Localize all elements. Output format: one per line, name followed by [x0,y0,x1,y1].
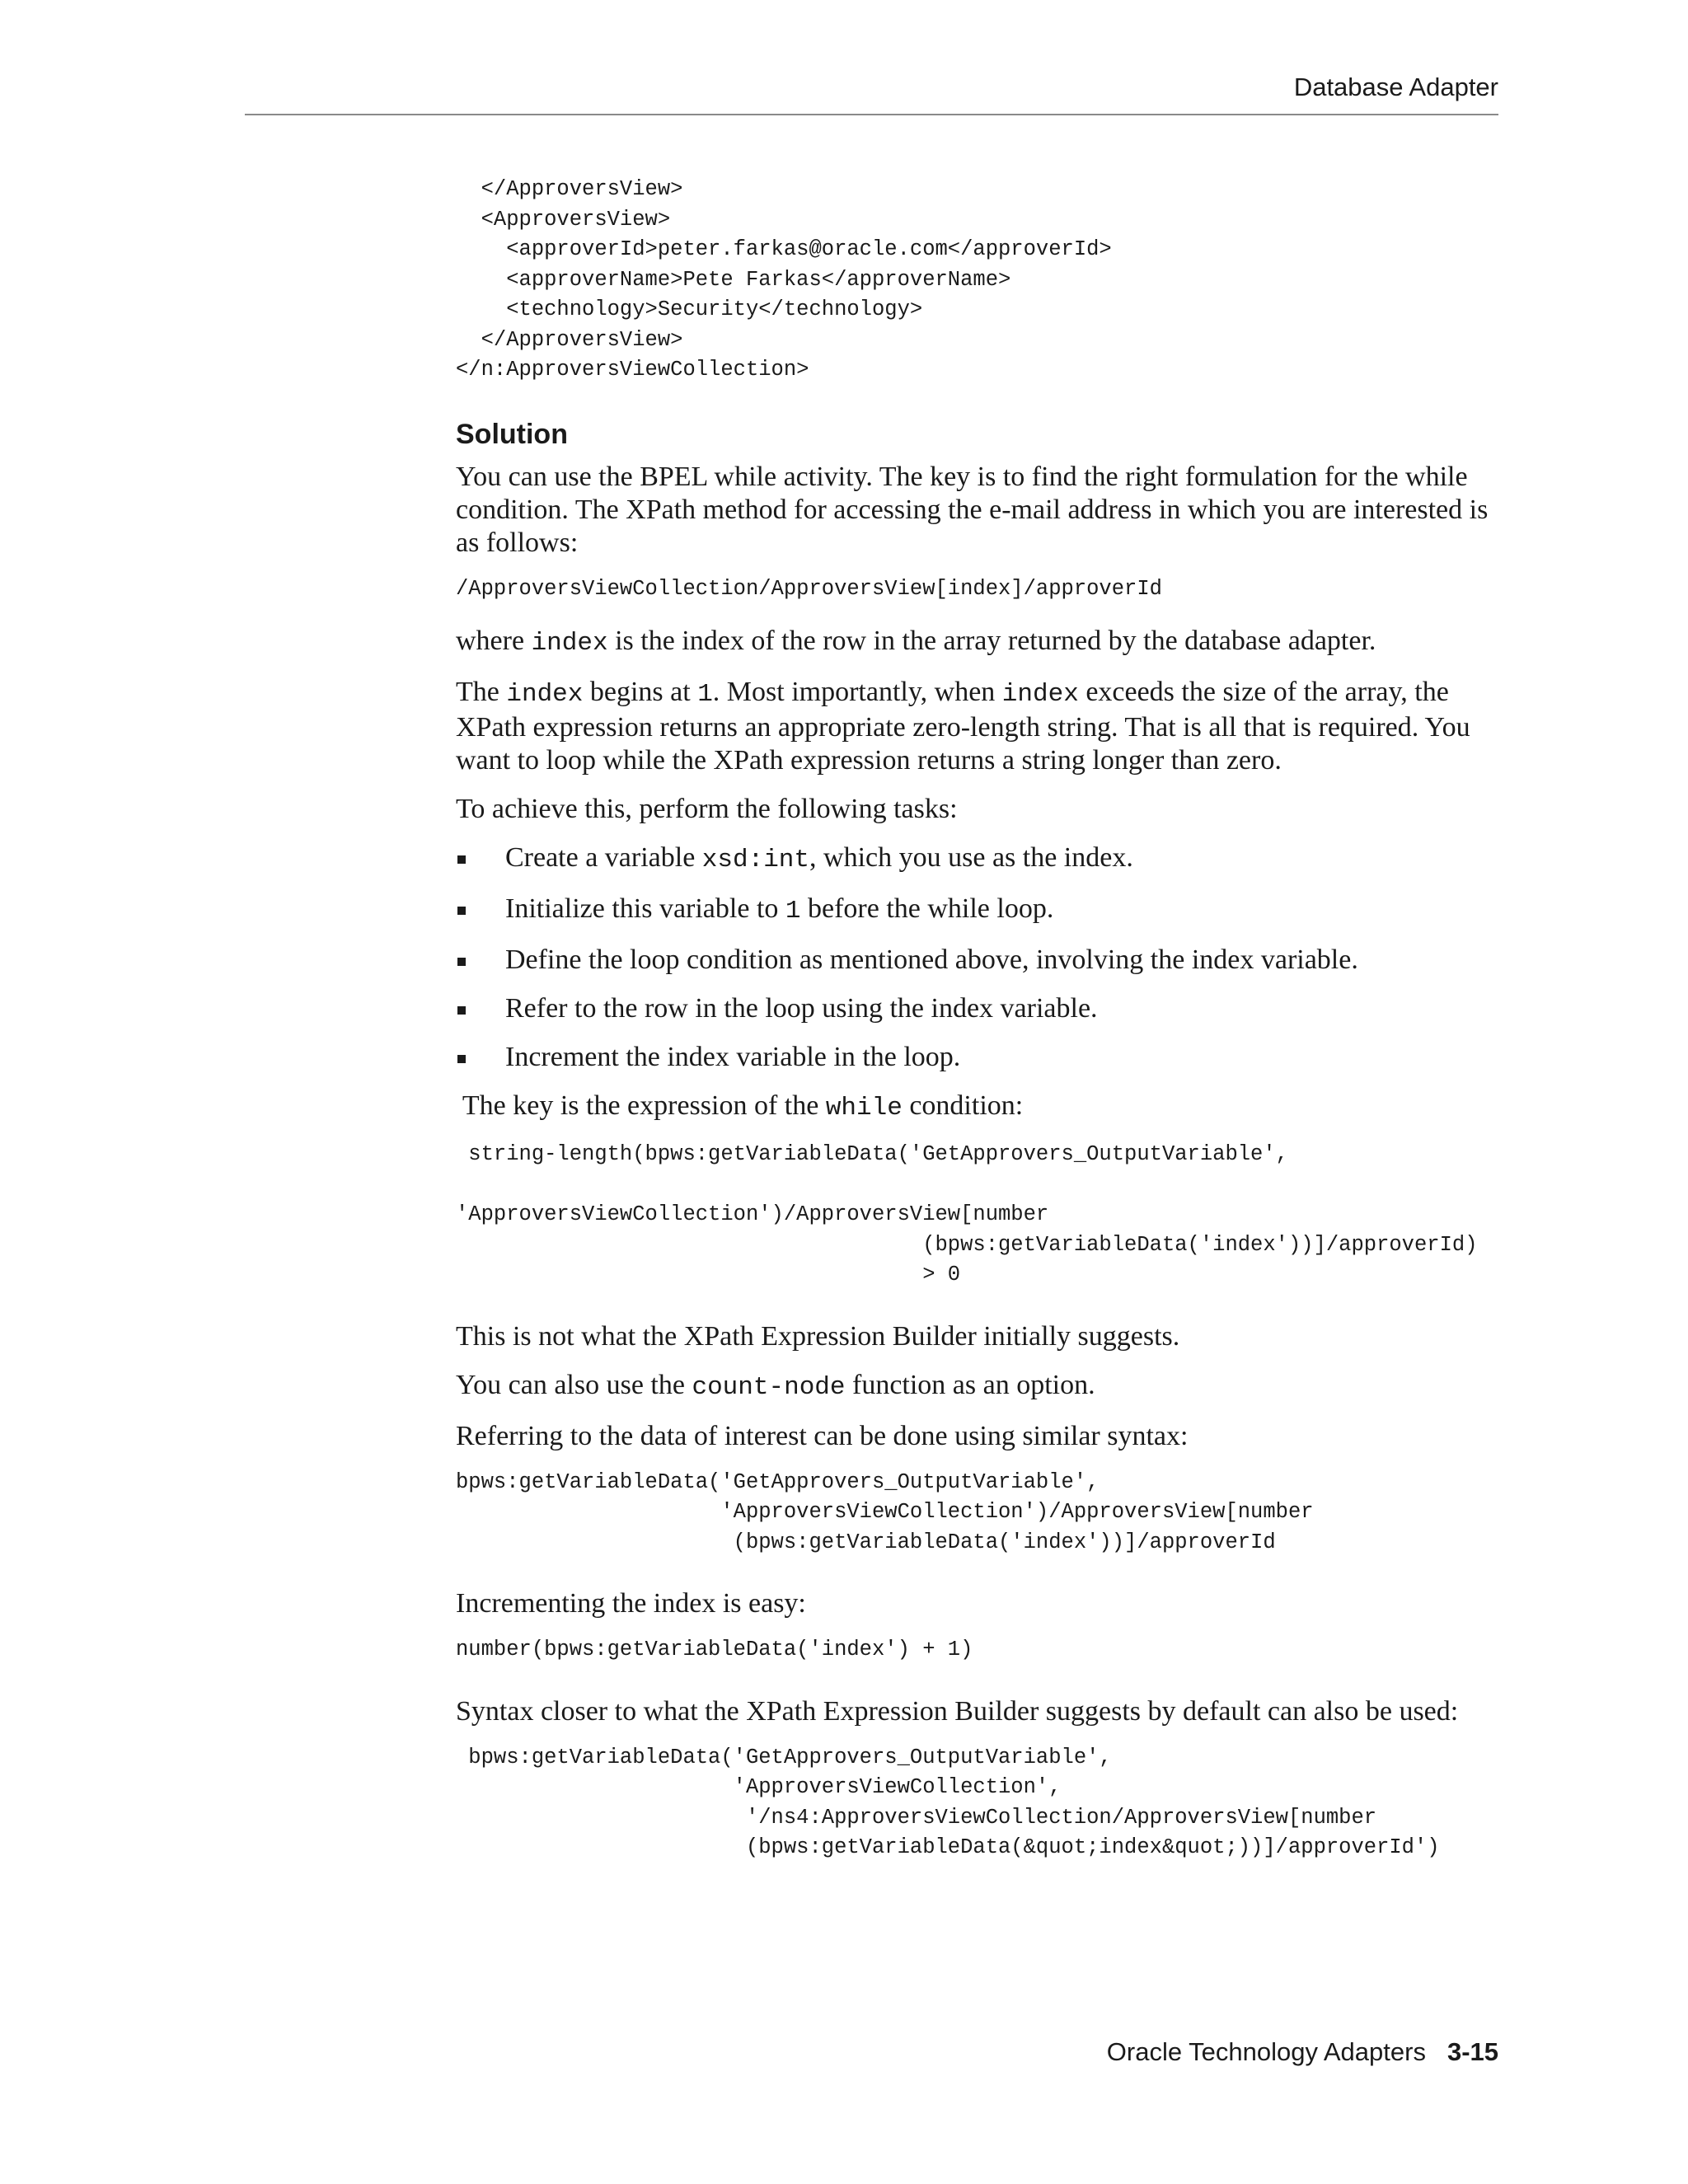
list-item [456,841,1503,877]
paragraph-tasks-intro: To achieve this, perform the following tasks: [456,794,958,824]
text-run: begins at [583,677,698,707]
text-run: Define the loop condition as mentioned above, involving the index variable. [505,944,1358,975]
text-run: Increment the index variable in the loop. [505,1042,961,1072]
text-run: where [456,626,532,656]
bullet-square-icon [457,1055,466,1063]
inline-code: count-node [692,1372,846,1402]
text-run: Initialize this variable to [505,893,785,924]
task-list [456,841,1503,1074]
paragraph-not-builder: This is not what the XPath Expression Builder initially suggests. [456,1320,1180,1352]
text-run: . Most importantly, when [712,677,1002,707]
text-run: You can also use the [456,1369,692,1400]
text-run: condition: [902,1090,1024,1121]
paragraph-index-begins [456,676,1503,777]
page-content [456,175,1503,1863]
page-number: 3-15 [1447,2037,1498,2066]
code-block-increment: number(bpws:getVariableData('index') + 1) [456,1638,973,1661]
paragraph-intro: You can use the BPEL while activity. The key is to find the right formulation for the while condition. The XPath method for accessing the e-mail address in which you are interested is as follows: [456,461,1489,558]
inline-code: index [1001,680,1079,709]
page-header-title: Database Adapter [1293,73,1498,101]
code-block-xpath: /ApproversViewCollection/ApproversView[index]/approverId [456,576,1162,601]
text-run: The key is the expression of the [456,1090,826,1121]
paragraph-key-expression [456,1090,1503,1125]
text-run: Create a variable [505,842,702,873]
text-run: , which you use as the index. [809,842,1133,873]
code-block-while-condition: string-length(bpws:getVariableData('GetApprovers_OutputVariable', 'ApproversViewCollection')/ApproversView[number (bpws:getVariableData('index'))]/approverId) > 0 [456,1142,1478,1286]
list-item [456,944,1503,977]
list-item [456,893,1503,928]
code-block-xml: </ApproversView> <ApproversView> <approverId>peter.farkas@oracle.com</approverId> <approverName>Pete Farkas</approverName> <technology>Security</technology> </ApproversView> </n:ApproversViewCollection> [456,177,1112,382]
inline-code: index [506,680,584,709]
paragraph-count-node [456,1369,1503,1404]
bullet-square-icon [457,1006,466,1015]
paragraph-referring: Referring to the data of interest can be done using similar syntax: [456,1420,1189,1451]
text-run: The [456,677,507,707]
code-block-referring: bpws:getVariableData('GetApprovers_OutputVariable', 'ApproversViewCollection')/ApproversView[number (bpws:getVariableData('index'))]/approverId [456,1469,1314,1554]
text-run: Refer to the row in the loop using the index variable. [505,993,1098,1024]
paragraph-syntax-closer: Syntax closer to what the XPath Expression Builder suggests by default can also be used: [456,1695,1459,1727]
bullet-square-icon [457,855,466,864]
paragraph-where [456,625,1503,660]
section-heading-solution: Solution [456,418,568,450]
paragraph-incrementing: Incrementing the index is easy: [456,1588,806,1619]
header-divider [245,114,1498,115]
text-run: exceeds the size of the array, the XPath expression returns an appropriate zero-length string. That is all that is required. You want to loop while the XPath expression returns a string longer than zero. [456,677,1470,776]
code-block-builder-syntax: bpws:getVariableData('GetApprovers_OutputVariable', 'ApproversViewCollection', '/ns4:ApproversViewCollection/ApproversView[number (bpws:getVariableData(&quot;index&quot;))]/approverId') [468,1745,1440,1859]
text-run: is the index of the row in the array returned by the database adapter. [607,626,1376,656]
inline-code: 1 [785,897,801,926]
bullet-square-icon [457,907,466,915]
list-item [456,1041,1503,1074]
footer-title: Oracle Technology Adapters [1106,2037,1426,2066]
text-run: before the while loop. [800,893,1054,924]
inline-code: 1 [697,680,713,709]
inline-code: xsd:int [701,846,810,874]
inline-code: index [531,629,608,658]
list-item [456,992,1503,1025]
page-footer [1107,2037,1498,2067]
inline-code: while [825,1094,903,1122]
bullet-square-icon [457,958,466,966]
text-run: function as an option. [845,1369,1095,1400]
